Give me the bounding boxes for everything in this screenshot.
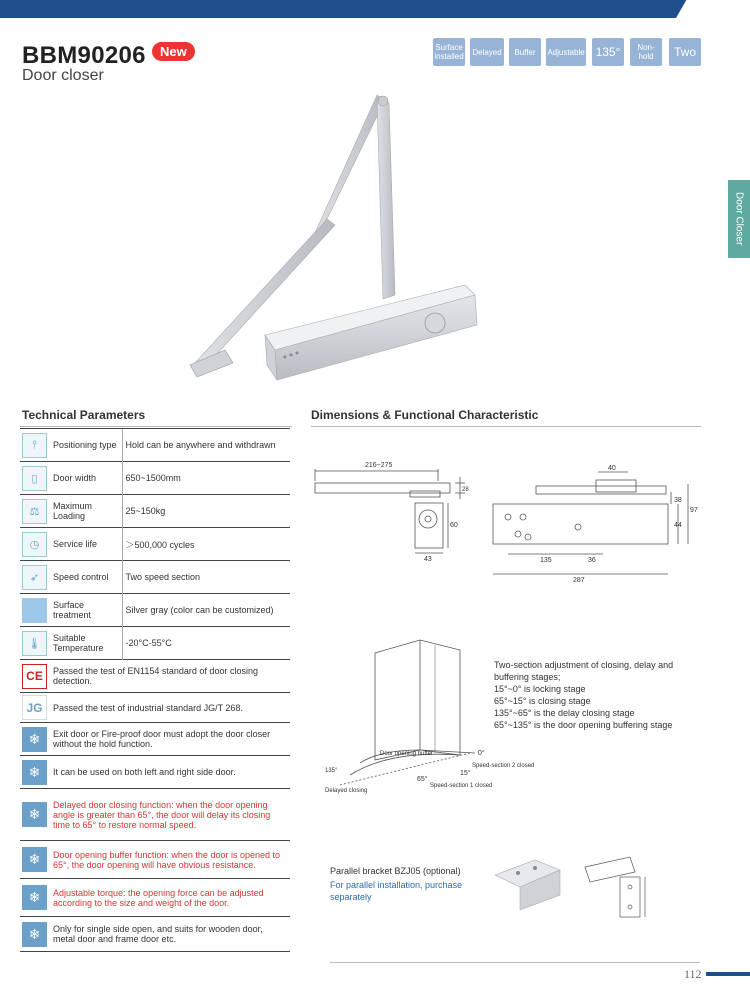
dim-label: 287 <box>573 577 585 584</box>
table-row <box>20 917 290 952</box>
dim-label: 38 <box>674 497 682 504</box>
feature-135: 135° <box>592 38 624 66</box>
param-value: Silver gray (color can be customized) <box>122 594 290 627</box>
jg-icon: JG <box>22 695 47 720</box>
param-value: Two speed section <box>122 561 290 594</box>
thermometer-icon: 🌡 <box>22 631 47 656</box>
divider <box>311 426 701 427</box>
door-closer-product-image <box>185 95 485 385</box>
parameters-table <box>20 428 290 952</box>
note-text: Adjustable torque: the opening force can be adjusted according to the size and weight of the door. <box>50 879 290 917</box>
feature-surface-installed: Surface installed <box>433 38 465 66</box>
param-name: Positioning type <box>50 429 122 462</box>
surface-icon <box>22 598 47 623</box>
feature-delayed: Delayed <box>470 38 504 66</box>
dim-label: 97 <box>690 507 698 514</box>
param-value: ＞500,000 cycles <box>122 528 290 561</box>
door-angle-diagram <box>320 635 535 800</box>
dim-label: 135 <box>540 557 552 564</box>
weight-icon: ⚖ <box>22 499 47 524</box>
param-name: Door width <box>50 462 122 495</box>
snowflake-icon: ❄ <box>22 760 47 785</box>
dim-label: 36 <box>588 557 596 564</box>
parallel-bracket-image <box>490 855 565 915</box>
angle-label: 15° <box>460 770 471 777</box>
dim-label: 40 <box>608 465 616 472</box>
dim-label: 28 <box>462 487 469 493</box>
table-row <box>20 693 290 723</box>
technical-parameters-heading: Technical Parameters <box>22 408 146 422</box>
speed2-label: Speed-section 2 closed <box>472 763 535 769</box>
buffer-label: Door opening buffer <box>380 751 433 757</box>
ce-icon: CE <box>22 664 47 689</box>
snowflake-icon: ❄ <box>22 802 47 827</box>
function-description: Two-section adjustment of closing, delay and buffering stages; 15°~0° is locking stage 65°~15° is closing stage 135°~65° is the delay closing stage 65°~135° is the door opening buffering stage <box>494 660 674 730</box>
param-name: Maximum Loading <box>50 495 122 528</box>
note-text: Passed the test of EN1154 standard of door closing detection. <box>50 660 290 693</box>
note-text: Passed the test of industrial standard JG/T 268. <box>50 693 290 723</box>
table-row <box>20 756 290 789</box>
dim-label: 44 <box>674 522 682 529</box>
table-row <box>20 495 290 528</box>
feature-adjustable: Adjustable <box>546 38 586 66</box>
side-view-drawing <box>310 455 475 570</box>
bracket-drawing <box>580 852 660 924</box>
feature-non-hold: Non-hold <box>630 38 662 66</box>
param-name: Service life <box>50 528 122 561</box>
clock-icon: ◷ <box>22 532 47 557</box>
top-banner-accent <box>668 0 698 18</box>
table-row <box>20 594 290 627</box>
delayed-label: Delayed closing <box>325 788 368 794</box>
speed1-label: Speed-section 1 closed <box>430 783 493 789</box>
feature-buffer: Buffer <box>509 38 541 66</box>
dim-label: 216~275 <box>365 462 393 469</box>
dimensions-heading: Dimensions & Functional Characteristic <box>311 408 539 422</box>
angle-label: 135° <box>325 768 338 774</box>
speed-icon: ➶ <box>22 565 47 590</box>
note-text: Door opening buffer function: when the door is opened to 65°, the door opening will have obvious resistance. <box>50 841 290 879</box>
bracket-title: Parallel bracket BZJ05 (optional) <box>330 866 461 876</box>
table-row <box>20 660 290 693</box>
snowflake-icon: ❄ <box>22 727 47 752</box>
param-value: 25~150kg <box>122 495 290 528</box>
table-row <box>20 879 290 917</box>
bottom-banner <box>706 972 750 976</box>
note-text: Exit door or Fire-proof door must adopt the door closer without the hold function. <box>50 723 290 756</box>
positioning-icon: ⫯ <box>22 433 47 458</box>
table-row <box>20 723 290 756</box>
feature-two: Two <box>669 38 701 66</box>
top-banner <box>0 0 676 18</box>
product-subtitle: Door closer <box>22 67 104 84</box>
product-model: BBM90206 <box>22 42 146 69</box>
dim-label: 43 <box>424 556 432 563</box>
table-row <box>20 841 290 879</box>
side-tab-door-closer[interactable]: Door Closer <box>728 180 750 258</box>
note-text: Delayed door closing function: when the door opening angle is greater than 65°, the door will delay its closing time to 65° to restore normal speed. <box>50 789 290 841</box>
snowflake-icon: ❄ <box>22 885 47 910</box>
table-row <box>20 528 290 561</box>
note-text: Only for single side open, and suits for wooden door, metal door and frame door etc. <box>50 917 290 952</box>
note-text: It can be used on both left and right side door. <box>50 756 290 789</box>
snowflake-icon: ❄ <box>22 922 47 947</box>
snowflake-icon: ❄ <box>22 847 47 872</box>
dim-label: 60 <box>450 522 458 529</box>
top-view-drawing <box>488 462 700 590</box>
new-badge: New <box>152 42 195 61</box>
angle-label: 65° <box>417 776 428 783</box>
divider <box>20 426 292 427</box>
table-row <box>20 561 290 594</box>
param-value: -20°C-55°C <box>122 627 290 660</box>
table-row <box>20 627 290 660</box>
bracket-note: For parallel installation, purchase separately <box>330 880 463 902</box>
param-value: 650~1500mm <box>122 462 290 495</box>
page-number: 112 <box>684 967 702 981</box>
table-row <box>20 462 290 495</box>
param-name: Suitable Temperature <box>50 627 122 660</box>
param-name: Surface treatment <box>50 594 122 627</box>
angle-label: 0° <box>478 750 485 757</box>
footer-divider <box>330 962 700 963</box>
table-row <box>20 789 290 841</box>
door-width-icon: ▯ <box>22 466 47 491</box>
param-name: Speed control <box>50 561 122 594</box>
param-value: Hold can be anywhere and withdrawn <box>122 429 290 462</box>
table-row <box>20 429 290 462</box>
